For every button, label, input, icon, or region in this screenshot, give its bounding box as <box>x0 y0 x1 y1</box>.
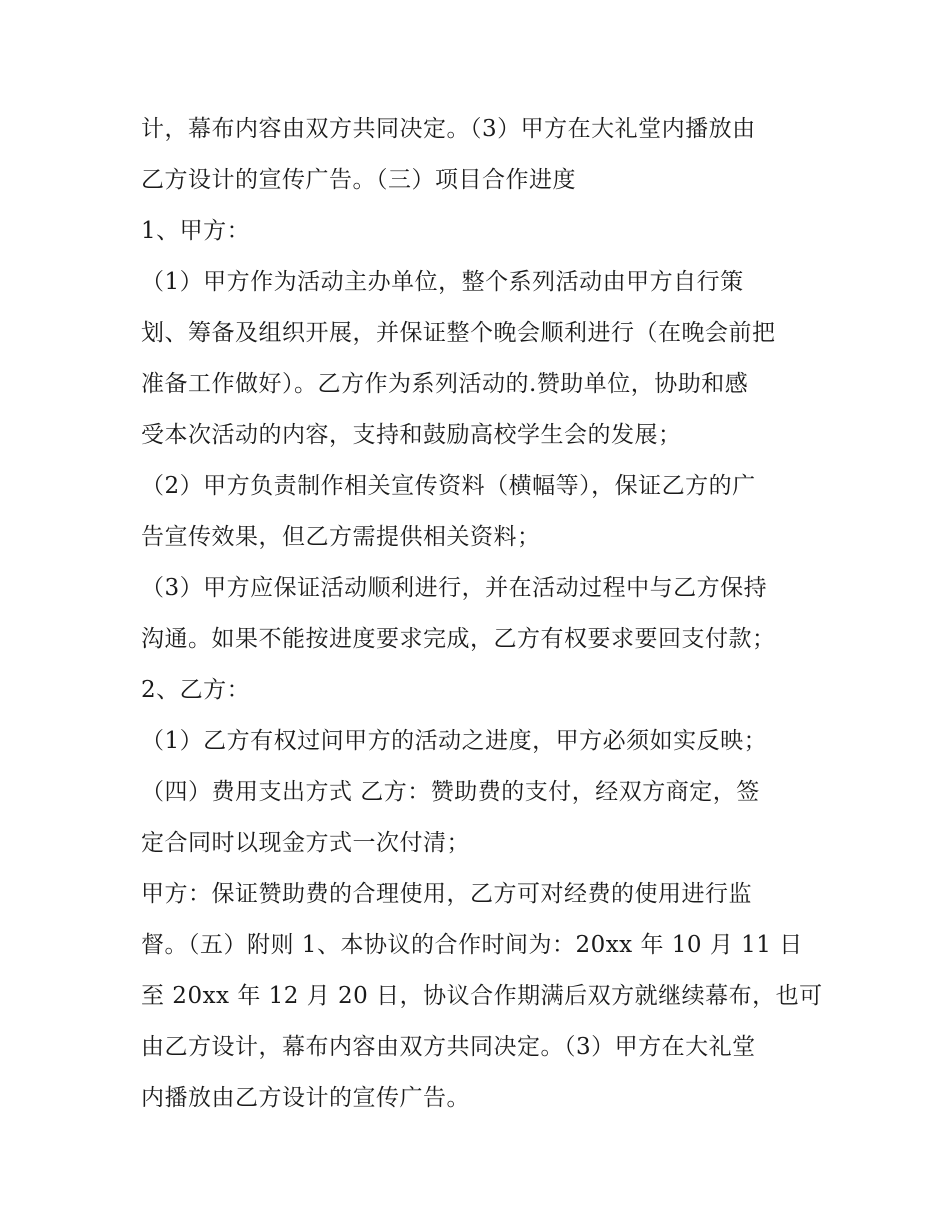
text-line: 甲方：保证赞助费的合理使用，乙方可对经费的使用进行监 <box>141 881 752 907</box>
text-line: 督。（五）附则 1、本协议的合作时间为：20xx 年 10 月 11 日 <box>141 932 803 958</box>
text-line: 沟通。如果不能按进度要求完成，乙方有权要求要回支付款； <box>141 626 776 652</box>
text-line: （1）乙方有权过问甲方的活动之进度，甲方必须如实反映； <box>141 728 768 754</box>
text-line: 至 20xx 年 12 月 20 日，协议合作期满后双方就继续幕布，也可 <box>141 983 823 1009</box>
text-line: 准备工作做好）。乙方作为系列活动的.赞助单位，协助和感 <box>141 371 749 397</box>
text-line: 内播放由乙方设计的宣传广告。 <box>141 1085 470 1111</box>
text-line: 告宣传效果，但乙方需提供相关资料； <box>141 524 541 550</box>
document-body <box>141 104 821 1124</box>
text-line: 受本次活动的内容，支持和鼓励高校学生会的发展； <box>141 422 682 448</box>
text-line: 2、乙方： <box>141 677 251 703</box>
text-line: （3）甲方应保证活动顺利进行，并在活动过程中与乙方保持 <box>141 575 768 601</box>
text-line: 1、甲方： <box>141 218 251 244</box>
text-line: （1）甲方作为活动主办单位，整个系列活动由甲方自行策 <box>141 269 744 295</box>
text-line: （2）甲方负责制作相关宣传资料（横幅等），保证乙方的广 <box>141 473 756 499</box>
text-line: 计，幕布内容由双方共同决定。（3）甲方在大礼堂内播放由 <box>141 116 756 142</box>
text-line: 由乙方设计，幕布内容由双方共同决定。（3）甲方在大礼堂 <box>141 1034 756 1060</box>
text-line: 划、筹备及组织开展，并保证整个晚会顺利进行（在晚会前把 <box>141 320 776 346</box>
text-line: 乙方设计的宣传广告。（三）项目合作进度 <box>141 167 576 193</box>
text-line: （四）费用支出方式 乙方：赞助费的支付，经双方商定，签 <box>141 779 760 805</box>
text-line: 定合同时以现金方式一次付清； <box>141 830 470 856</box>
